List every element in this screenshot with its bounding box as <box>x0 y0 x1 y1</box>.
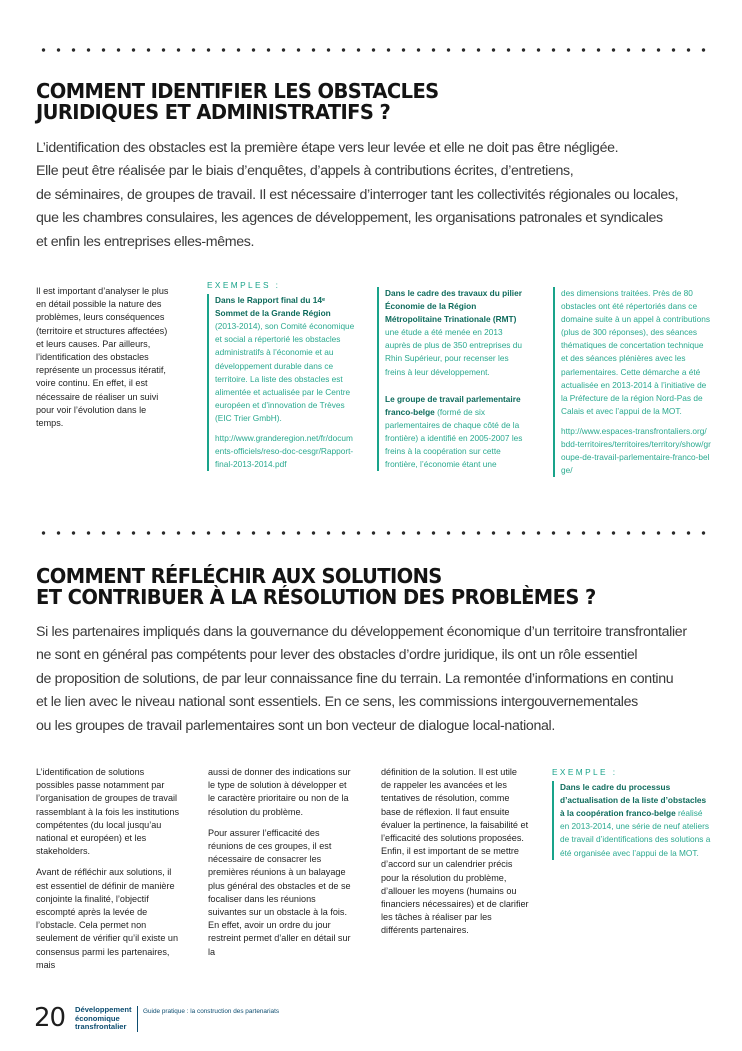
section2-heading-line2: ET CONTRIBUER À LA RÉSOLUTION DES PROBLÈMES ? <box>36 585 596 610</box>
example-box-rmt <box>377 287 527 471</box>
footer-title-line: économique <box>75 1013 120 1023</box>
section2-intro-line: ou les groupes de travail parlementaires sont un bon vecteur de dialogue local-national. <box>36 717 555 734</box>
examples-label: EXEMPLES : <box>207 280 281 290</box>
example-rapport-final-text <box>215 294 355 425</box>
example-box-continued <box>553 287 711 477</box>
footer-guide-title: Guide pratique : la construction des partenariats <box>143 1008 280 1015</box>
section2-intro <box>36 621 687 738</box>
section2-col2-paragraph-1: aussi de donner des indications sur le type de solution à développer et le caractère prioritaire ou non de la résolution du problème. <box>208 767 351 817</box>
section2-intro-line: ne sont en général pas compétents pour lever des obstacles d’ordre juridique, ils ont un rôle essentiel <box>36 647 638 664</box>
example-solutions-title: Dans le cadre du processus d’actualisation de la liste d’obstacles à la coopération franco-belge <box>560 782 707 819</box>
section2-col1-paragraph-1: L’identification de solutions possibles passe notamment par l’organisation de groupes de travail rassemblant à la fois les institutions compétentes (du local jusqu’au national et européen) et les stakeholders. <box>36 767 180 857</box>
section1-body-column <box>36 285 172 438</box>
footer-separator <box>137 1006 138 1032</box>
section1-body-text: Il est important d’analyser le plus en détail possible la nature des problèmes, leurs conséquences (territoire et structures affectées) et leurs causes. Par ailleurs, l’identification des obstacles représente un processus itératif, voire continu. En effet, il est nécessaire de réaliser un suivi pour voir l’évolution dans le temps. <box>36 286 169 429</box>
section2-heading-line1: COMMENT RÉFLÉCHIR AUX SOLUTIONS <box>36 563 442 589</box>
section1-intro-line: Elle peut être réalisée par le biais d’enquêtes, d’appels à contributions écrites, d’entretiens, <box>36 163 574 180</box>
page-number: 20 <box>34 1003 66 1033</box>
footer-title-line: transfrontalier <box>75 1022 127 1032</box>
section2-col2-paragraph-2: Pour assurer l’efficacité des réunions de ces groupes, il est nécessaire de consacrer les premières réunions à un balayage plus général des obstacles et de se focaliser dans les réunions suivantes sur un obstacle à la fois. En effet, avoir un ordre du jour restreint permet d’aller en détail sur la <box>208 827 351 957</box>
section1-intro-line: et enfin les entreprises elles-mêmes. <box>36 233 255 250</box>
section2-column-3 <box>381 766 529 946</box>
section2-column-2 <box>208 766 356 967</box>
example-franco-belge-body: (formé de six parlementaires de chaque côté de la frontière) a identifié en 2005-2007 les freins à la coopération sur cette frontière, l’économie étant une <box>385 406 523 470</box>
example-rapport-final-body: (2013-2014), son Comité économique et social a répertorié les obstacles administratifs à l’économie et au développement durable dans ce territoire. La liste des obstacles est alimentée et actualisée par le Centre européen et d’innovation de Trèves (EIC Trier GmbH). <box>215 321 355 423</box>
dotted-divider-top <box>36 48 706 52</box>
example-solutions-body: réalisé en 2013-2014, une série de neuf ateliers de travail d’identifications des solutions a été organisée avec l’appui de la MOT. <box>560 808 711 858</box>
section2-intro-line: de proposition de solutions, de par leur connaissance fine du terrain. La remontée d’informations en continu <box>36 670 674 687</box>
section2-intro-line: Si les partenaires impliqués dans la gouvernance du développement économique d’un territoire transfrontalier <box>36 624 687 640</box>
section2-col1-paragraph-2: Avant de réfléchir aux solutions, il est essentiel de définir de manière conjointe la finalité, l’objectif escompté après la levée de l’obstacle. Cela permet non seulement de vérifier qu’il existe un consensus parmi les partenaires, mais <box>36 867 179 970</box>
example-box-rapport-final <box>207 294 355 471</box>
example-franco-belge-continued: des dimensions traitées. Près de 80 obstacles ont été répertoriés dans ce domaine suite à un appel à contributions (plus de 300 réponses), des séances thématiques de concertation technique et des séances plénières avec les parlementaires. Cette démarche a été actualisée en 2013-2014 à l’initiative de la Préfecture de la région Nord-Pas de Calais et avec l’appui de la MOT. <box>561 288 710 416</box>
example-rmt-body: une étude a été menée en 2013 auprès de plus de 350 entreprises du Rhin Supérieur, pour recenser les freins à leur développement. <box>385 327 522 377</box>
example-franco-belge-text <box>385 393 527 472</box>
section2-column-1 <box>36 766 184 980</box>
footer-publication-title <box>75 1006 132 1032</box>
dotted-divider-middle <box>36 531 706 535</box>
section1-heading-line1: COMMENT IDENTIFIER LES OBSTACLES <box>36 78 439 104</box>
example-rapport-final-link[interactable]: http://www.granderegion.net/fr/documents-officiels/reso-doc-cesgr/Rapport-final-2013-2014.pdf <box>215 433 354 470</box>
section2-intro-line: et le lien avec le niveau national sont essentiels. En ce sens, les commissions intergouvernementales <box>36 694 638 711</box>
section1-intro <box>36 137 678 254</box>
section1-heading <box>36 78 439 125</box>
example-rmt-text <box>385 287 527 379</box>
examples-column-2 <box>377 287 527 478</box>
example-solutions-text <box>560 781 712 860</box>
section2-heading <box>36 563 596 610</box>
example-rmt-title: Dans le cadre des travaux du pilier Économie de la Région Métropolitaine Trinationale (RMT) <box>385 288 522 325</box>
example-box-solutions <box>552 781 712 860</box>
section1-intro-line: que les chambres consulaires, les agences de développement, les organisations patronales et syndicales <box>36 210 663 227</box>
footer-title-line: Développement <box>75 1005 132 1014</box>
section1-intro-line: de séminaires, de groupes de travail. Il est nécessaire d’interroger tant les collectivités régionales ou locales, <box>36 186 679 203</box>
section2-example-label: EXEMPLE : <box>552 767 618 777</box>
example-franco-belge-title: Le groupe de travail parlementaire franco-belge <box>385 393 521 417</box>
example-rapport-final-title: Dans le Rapport final du 14ᵉ Sommet de la Grande Région <box>215 295 331 319</box>
examples-column-1 <box>207 279 355 478</box>
examples-column-3 <box>553 287 711 484</box>
section2-col3-paragraph-1: définition de la solution. Il est utile de rappeler les avancées et les tentatives de résolution, comme base de réflexion. Il faut ensuite évaluer la pertinence, la faisabilité et l’efficacité des solutions proposées. Enfin, il est important de se mettre d’accord sur un calendrier précis pour la résolution du problème, d’allouer les moyens (humains ou financiers nécessaires) et de clarifier les tâches à réaliser par les différents partenaires. <box>381 767 529 936</box>
example-franco-belge-link[interactable]: http://www.espaces-transfrontaliers.org/bdd-territoires/territoires/territory/show/groupe-de-travail-parlementaire-franco-belge/ <box>561 425 711 476</box>
section1-intro-line: L’identification des obstacles est la première étape vers leur levée et elle ne doit pas être négligée. <box>36 140 619 156</box>
section1-heading-line2: JURIDIQUES ET ADMINISTRATIFS ? <box>36 100 391 125</box>
section2-example-column <box>552 766 712 867</box>
